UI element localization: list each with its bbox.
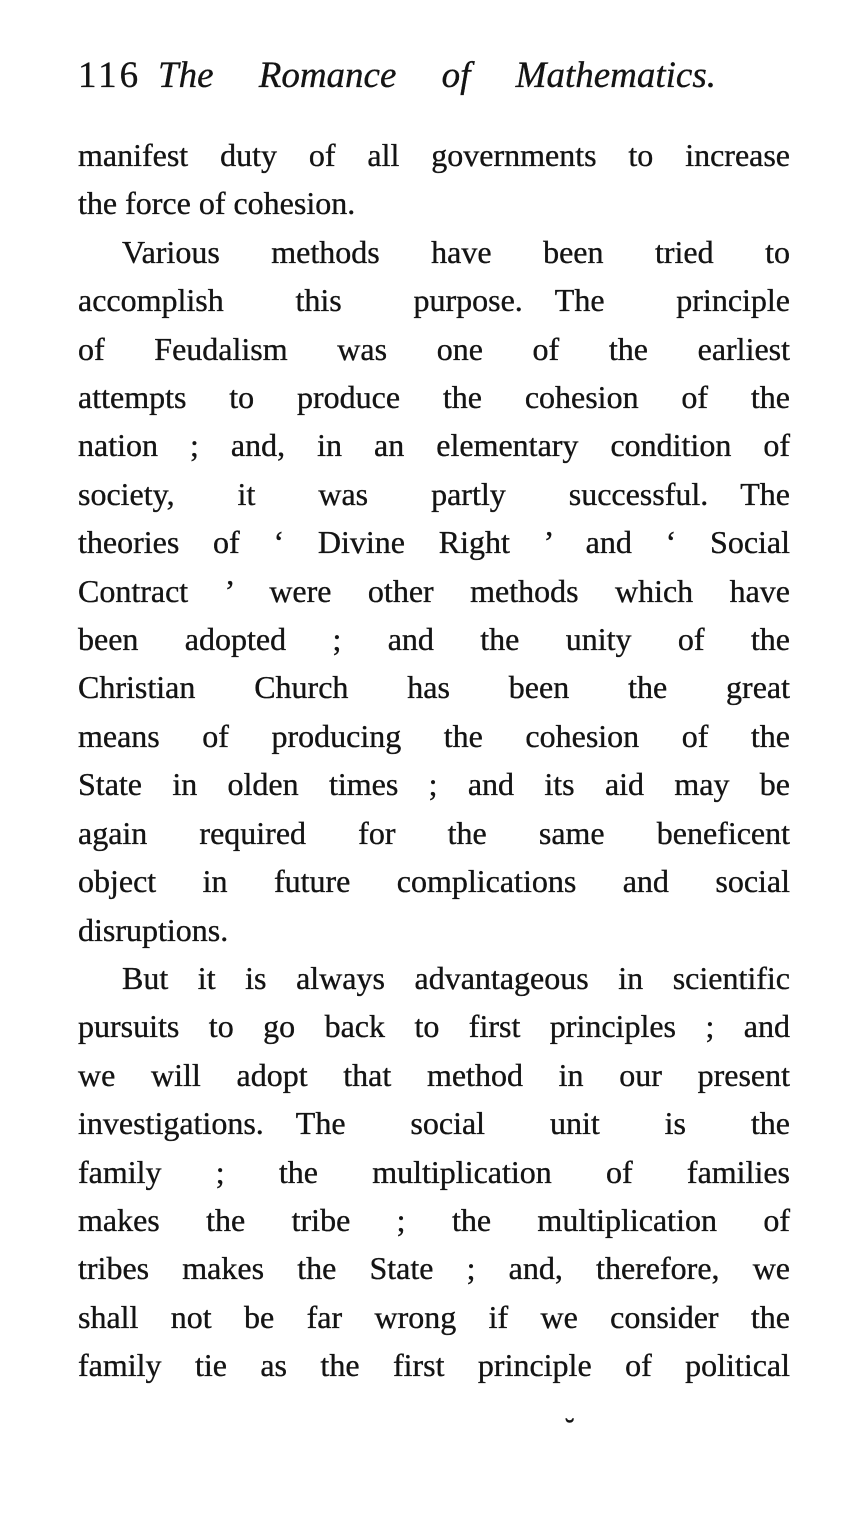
text-line: theories of ‘ Divine Right ’ and ‘ Social	[78, 524, 790, 561]
text-line: Christian Church has been the great	[78, 669, 790, 706]
text-line: family tie as the first principle of political	[78, 1347, 790, 1384]
paragraph	[78, 954, 790, 1390]
running-title: The Romance of Mathematics.	[158, 55, 716, 96]
text-line: attempts to produce the cohesion of the	[78, 379, 790, 416]
text-line: State in olden times ; and its aid may be	[78, 766, 790, 803]
text-line: tribes makes the State ; and, therefore, we	[78, 1250, 790, 1287]
page-body	[78, 131, 790, 1390]
text-line: makes the tribe ; the multiplication of	[78, 1201, 790, 1238]
text-line: object in future complications and social	[78, 863, 790, 900]
paragraph	[78, 131, 790, 228]
text-line: the force of cohesion.	[78, 185, 356, 222]
text-line: investigations. The social unit is the	[78, 1105, 790, 1142]
text-line: Various methods have been tried to	[122, 233, 790, 270]
page-number: 116	[78, 55, 142, 96]
scan-mark: ˘	[565, 1414, 575, 1445]
text-line: again required for the same beneficent	[78, 814, 790, 851]
paragraph	[78, 228, 790, 954]
text-line: disruptions.	[78, 911, 229, 948]
text-line: we will adopt that method in our present	[78, 1056, 790, 1093]
text-line: means of producing the cohesion of the	[78, 717, 790, 754]
text-line: pursuits to go back to first principles ; and	[78, 1008, 790, 1045]
text-line: been adopted ; and the unity of the	[78, 621, 790, 658]
page-header	[78, 54, 790, 100]
text-line: manifest duty of all governments to increase	[78, 137, 790, 173]
text-line: of Feudalism was one of the earliest	[78, 330, 790, 367]
text-line: family ; the multiplication of families	[78, 1153, 790, 1190]
text-line: But it is always advantageous in scientific	[122, 959, 790, 996]
text-line: nation ; and, in an elementary condition of	[78, 427, 790, 464]
text-line: society, it was partly successful. The	[78, 475, 790, 512]
text-line: Contract ’ were other methods which have	[78, 572, 790, 609]
text-line: accomplish this purpose. The principle	[78, 282, 790, 319]
text-line: shall not be far wrong if we consider the	[78, 1298, 790, 1335]
